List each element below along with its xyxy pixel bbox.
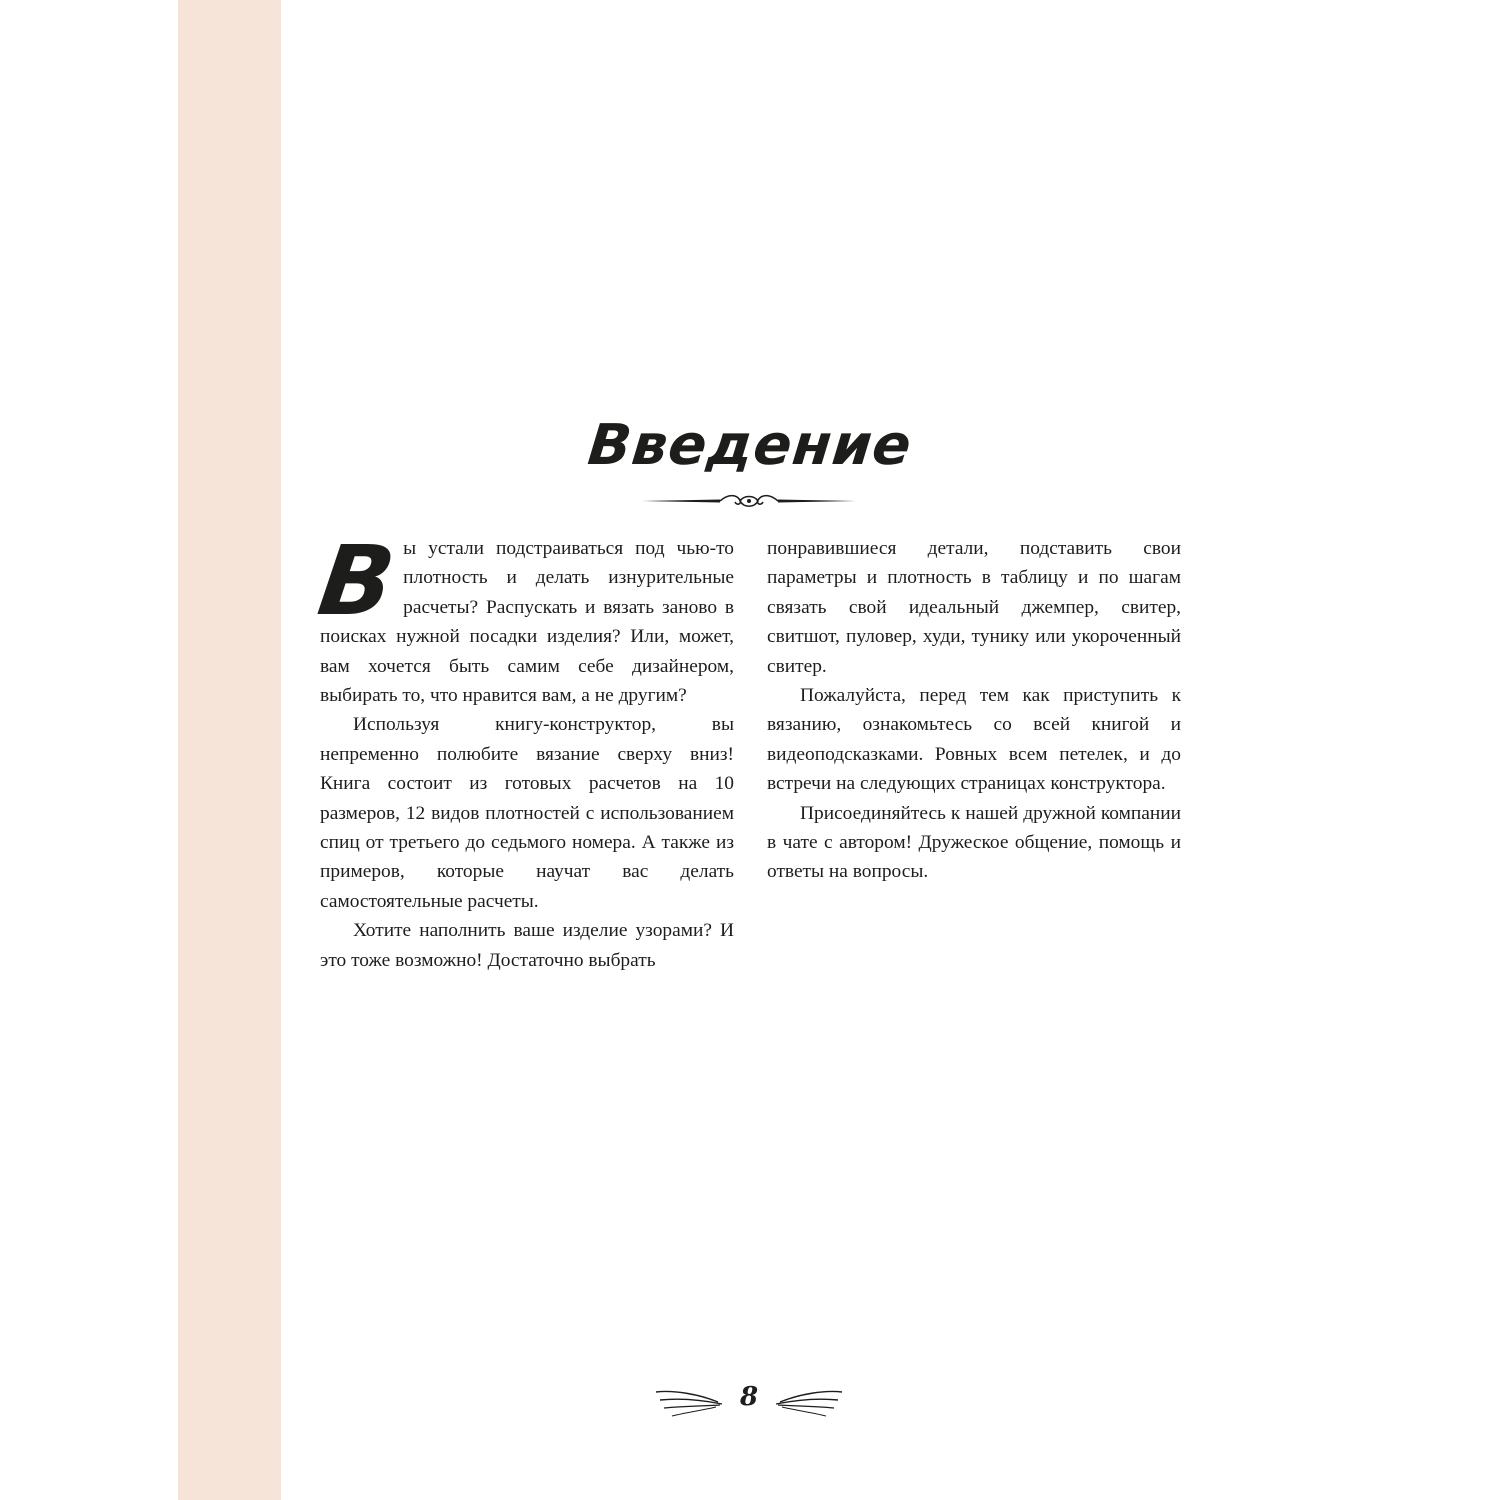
intro-paragraph-5: Пожалуйста, перед тем как приступить к вязанию, ознакомьтесь со всей книгой и видеоподсказками. Ровных всем петелек, и до встречи на следующих страницах конструктора.: [767, 685, 1181, 795]
side-color-band: [178, 0, 281, 1500]
ornament-divider: [642, 488, 856, 514]
text-column-left: [312, 525, 734, 975]
intro-paragraph-1-text: ы устали подстраиваться под чью-то плотность и делать изнурительные расчеты? Распускать и вязать заново в поисках нужной посадки изделия? Или, может, вам хочется быть самим себе дизайнером, выбирать то, что нравится вам, а не другим?: [320, 538, 734, 707]
page-number: 8: [739, 1382, 759, 1412]
text-column-right: [767, 534, 1181, 887]
intro-paragraph-4: понравившиеся детали, подставить свои параметры и плотность в таблицу и по шагам связать свой идеальный джемпер, свитер, свитшот, пуловер, худи, тунику или укороченный свитер.: [767, 538, 1181, 677]
intro-paragraph-1: [312, 525, 734, 710]
page-title: Введение: [584, 413, 916, 478]
intro-paragraph-3: Хотите наполнить ваше изделие узорами? И это тоже возможно! Достаточно выбрать: [320, 920, 734, 971]
page-footer: [654, 1382, 844, 1426]
flourish-right-icon: [772, 1386, 844, 1420]
intro-paragraph-2: Используя книгу-конструктор, вы непременно полюбите вязание сверху вниз! Книга состоит из готовых расчетов на 10 размеров, 12 видов плотностей с использованием спиц от третьего до седьмого номера. А также из примеров, которые научат вас делать самостоятельные расчеты.: [320, 714, 734, 912]
flourish-left-icon: [654, 1386, 726, 1420]
drop-cap: В: [312, 525, 402, 637]
intro-paragraph-6: Присоединяйтесь к нашей дружной компании в чате с автором! Дружеское общение, помощь и ответы на вопросы.: [767, 802, 1181, 883]
